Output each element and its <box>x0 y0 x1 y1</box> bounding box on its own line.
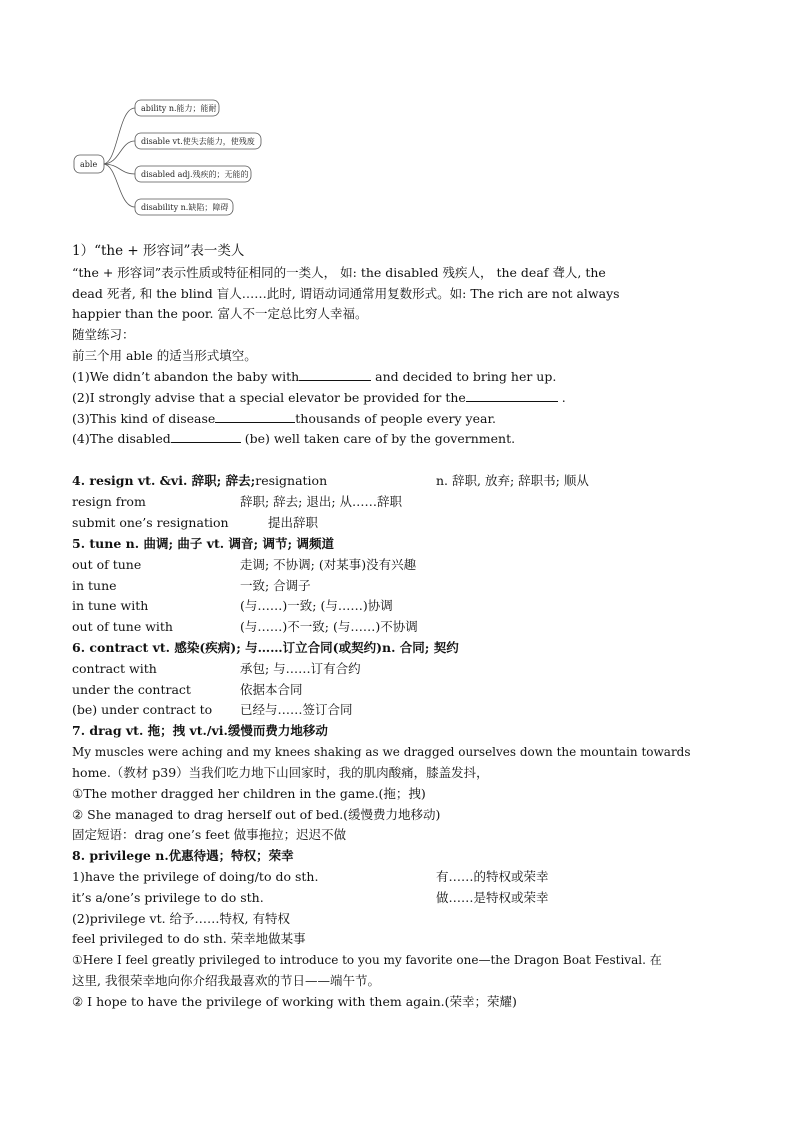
mindmap-branch-disability-label: disability n.缺陷；障碍 <box>141 203 229 212</box>
exercise-4-blank[interactable] <box>171 430 241 443</box>
privilege-phrase-1-en: 1)have the privilege of doing/to do sth. <box>72 869 319 884</box>
mindmap-branch-disable-label: disable vt.使失去能力，使残废 <box>141 137 255 146</box>
exercise-1-before: (1)We didn’t abandon the baby with <box>72 369 300 384</box>
resign-headword: 4. resign vt. &vi. 辞职; 辞去; <box>72 473 256 488</box>
contract-phrase-2-en: under the contract <box>72 682 191 697</box>
resign-headword-line <box>72 471 327 491</box>
exercise-2-after: . <box>557 390 566 405</box>
privilege-phrase-2-en: it’s a/one’s privilege to do sth. <box>72 890 264 905</box>
the-adj-para-line3: happier than the poor. 富人不一定总比穷人幸福。 <box>72 306 368 321</box>
mindmap-branch-disabled-label: disabled adj.残疾的；无能的 <box>141 170 249 179</box>
tune-phrase-1-zh: 走调; 不协调; (对某事)没有兴趣 <box>240 557 417 572</box>
the-adj-heading: 1）“the + 形容词”表一类人 <box>72 243 245 259</box>
privilege-example-2: ② I hope to have the privilege of working with them again.(荣幸；荣耀) <box>72 994 517 1009</box>
contract-phrase-1-en: contract with <box>72 661 157 676</box>
exercise-3-before: (3)This kind of disease <box>72 411 216 426</box>
exercise-3-after: thousands of people every year. <box>295 411 497 426</box>
tune-phrase-3-en: in tune with <box>72 598 149 613</box>
the-adj-para-line1: “the + 形容词”表示性质或特征相同的一类人， 如: the disabled 残疾人， the deaf 聋人, the <box>72 265 606 280</box>
exercise-4-before: (4)The disabled <box>72 431 171 446</box>
resign-extra-meaning: n. 辞职, 放弃; 辞职书; 顺从 <box>436 473 589 488</box>
drag-example-line1: My muscles were aching and my knees shaking as we dragged ourselves down the mountain towards <box>72 745 691 759</box>
contract-phrase-3-zh: 已经与……签订合同 <box>240 702 353 717</box>
privilege-feel-line: feel privileged to do sth. 荣幸地做某事 <box>72 931 306 946</box>
contract-phrase-2-zh: 依据本合同 <box>240 682 303 697</box>
tune-phrase-3-zh: (与……)一致; (与……)协调 <box>240 598 393 613</box>
contract-phrase-3-en: (be) under contract to <box>72 702 213 717</box>
the-adj-para-line2: dead 死者, 和 the blind 盲人……此时, 谓语动词通常用复数形式。如: The rich are not always <box>72 286 620 301</box>
able-mindmap <box>0 0 794 230</box>
exercise-2 <box>72 388 566 408</box>
exercise-1-after: and decided to bring her up. <box>371 369 557 384</box>
privilege-verb-line: (2)privilege vt. 给予……特权, 有特权 <box>72 911 290 926</box>
mindmap-root-label: able <box>80 160 98 169</box>
resign-phrase-2-zh: 提出辞职 <box>268 515 319 530</box>
drag-example-line2: home.（教材 p39）当我们吃力地下山回家时，我的肌肉酸痛，膝盖发抖， <box>72 765 489 780</box>
exercise-2-blank[interactable] <box>466 389 558 402</box>
resign-phrase-2-en: submit one’s resignation <box>72 515 229 530</box>
tune-phrase-2-en: in tune <box>72 578 117 593</box>
practice-title: 随堂练习： <box>72 327 135 342</box>
drag-headword: 7. drag vt. 拖；拽 vt./vi.缓慢而费力地移动 <box>72 723 328 738</box>
tune-phrase-2-zh: 一致; 合调子 <box>240 578 311 593</box>
drag-example-2: ② She managed to drag herself out of bed.(缓慢费力地移动) <box>72 807 441 822</box>
exercise-3-blank[interactable] <box>215 410 295 423</box>
drag-fixed-phrase: 固定短语：drag one’s feet 做事拖拉；迟迟不做 <box>72 827 347 842</box>
exercise-4-after: (be) well taken care of by the government. <box>240 431 516 446</box>
exercise-4 <box>72 429 515 449</box>
exercise-1-blank[interactable] <box>299 368 371 381</box>
contract-phrase-1-zh: 承包; 与……订有合约 <box>240 661 361 676</box>
practice-instruction: 前三个用 able 的适当形式填空。 <box>72 348 257 363</box>
contract-headword: 6. contract vt. 感染(疾病); 与……订立合同(或契约)n. 合同; 契约 <box>72 640 459 655</box>
tune-phrase-4-en: out of tune with <box>72 619 173 634</box>
privilege-example-1-line2: 这里, 我很荣幸地向你介绍我最喜欢的节日——端午节。 <box>72 973 380 988</box>
resign-phrase-1-zh: 辞职; 辞去; 退出; 从……辞职 <box>240 494 403 509</box>
resign-extra: resignation <box>255 473 328 488</box>
drag-example-1: ①The mother dragged her children in the game.(拖；拽) <box>72 786 426 801</box>
privilege-example-1-line1: ①Here I feel greatly privileged to introduce to you my favorite one—the Dragon Boat Festival. 在 <box>72 953 662 967</box>
exercise-2-before: (2)I strongly advise that a special elevator be provided for the <box>72 390 466 405</box>
privilege-phrase-2-zh: 做……是特权或荣幸 <box>436 890 549 905</box>
exercise-1 <box>72 367 556 387</box>
resign-phrase-1-en: resign from <box>72 494 146 509</box>
mindmap-branch-ability-label: ability n.能力；能耐 <box>141 104 217 113</box>
privilege-headword: 8. privilege n.优惠待遇；特权；荣幸 <box>72 848 294 863</box>
privilege-phrase-1-zh: 有……的特权或荣幸 <box>436 869 549 884</box>
tune-headword: 5. tune n. 曲调; 曲子 vt. 调音; 调节; 调频道 <box>72 536 334 551</box>
exercise-3 <box>72 409 496 429</box>
tune-phrase-1-en: out of tune <box>72 557 142 572</box>
tune-phrase-4-zh: (与……)不一致; (与……)不协调 <box>240 619 418 634</box>
